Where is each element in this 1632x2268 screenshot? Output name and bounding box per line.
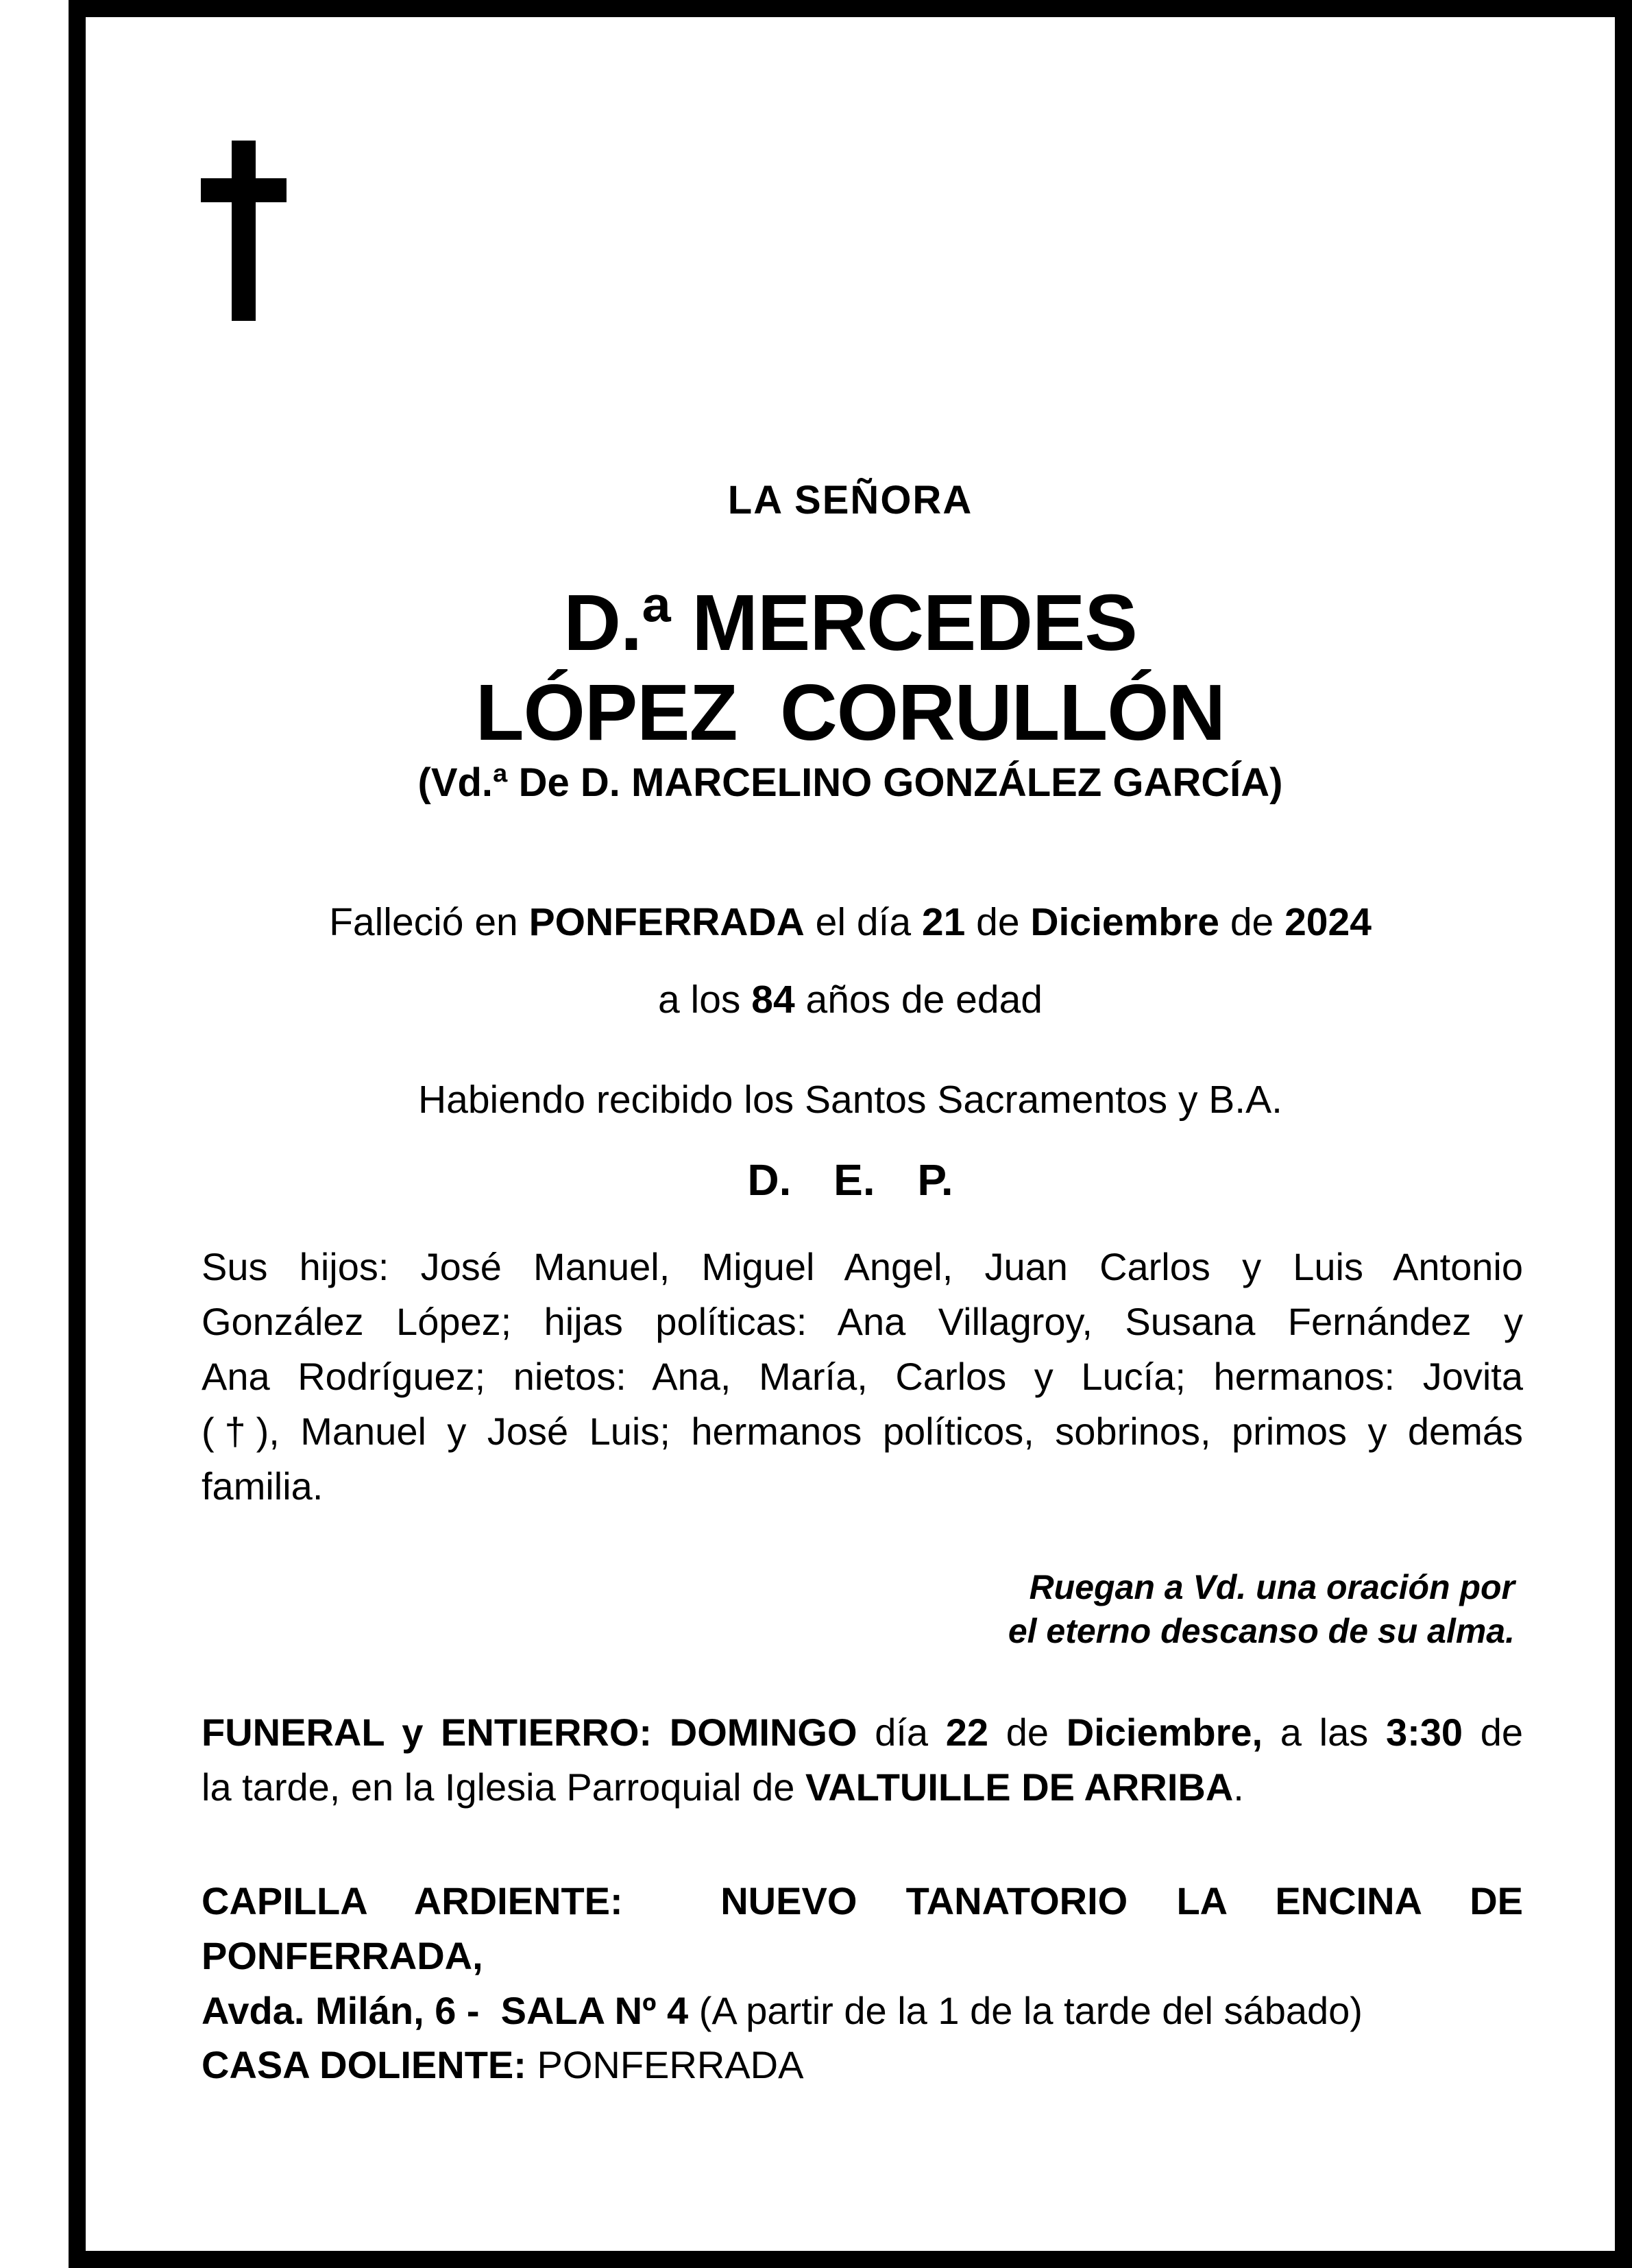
widow-of-line: (Vd.ª De D. MARCELINO GONZÁLEZ GARCÍA) xyxy=(417,760,1283,805)
latin-cross-icon xyxy=(201,141,287,321)
cross-vertical-bar xyxy=(232,141,256,321)
dep-line: D. E. P. xyxy=(747,1155,953,1205)
family-paragraph-line: (†), Manuel y José Luis; hermanos políticos, sobrinos, primos y demás xyxy=(202,1410,1523,1453)
funeral-notice-line: FUNERAL y ENTIERRO: DOMINGO día 22 de Diciembre, a las 3:30 de xyxy=(202,1711,1524,1754)
family-paragraph-line: familia. xyxy=(202,1464,324,1508)
death-place-date-line: Falleció en PONFERRADA el día 21 de Diciembre de 2024 xyxy=(329,900,1372,944)
casa-doliente-line xyxy=(202,2038,1523,2092)
age-line: a los 84 años de edad xyxy=(658,978,1043,1022)
family-paragraph-line: Sus hijos: José Manuel, Miguel Angel, Juan Carlos y Luis Antonio xyxy=(202,1245,1523,1288)
prayer-line: el eterno descanso de su alma. xyxy=(1008,1612,1515,1650)
cross-horizontal-bar xyxy=(201,178,287,202)
prayer-block xyxy=(202,1565,1515,1653)
family-paragraph-line: González López; hijas políticas: Ana Villagroy, Susana Fernández y xyxy=(202,1300,1523,1343)
sacraments-line: Habiendo recibido los Santos Sacramentos y B.A. xyxy=(417,1078,1282,1122)
prayer-line: Ruegan a Vd. una oración por xyxy=(1029,1568,1515,1606)
capilla-notice xyxy=(202,1874,1523,2038)
funeral-notice xyxy=(202,1705,1523,1815)
header-title: LA SEÑORA xyxy=(727,478,973,522)
capilla-notice-line: Avda. Milán, 6 - SALA Nº 4 (A partir de la 1 de la tarde del sábado) xyxy=(202,1989,1363,2032)
family-paragraph-line: Ana Rodríguez; nietos: Ana, María, Carlos y Lucía; hermanos: Jovita xyxy=(202,1355,1523,1398)
family-paragraph xyxy=(202,1240,1523,1514)
deceased-name-line1: D.ª MERCEDES xyxy=(563,578,1137,667)
deceased-name-line2: LÓPEZ CORULLÓN xyxy=(475,668,1226,757)
casa-doliente-text: CASA DOLIENTE: PONFERRADA xyxy=(202,2043,804,2086)
funeral-notice-line: la tarde, en la Iglesia Parroquial de VALTUILLE DE ARRIBA. xyxy=(202,1765,1244,1809)
capilla-notice-line: CAPILLA ARDIENTE: NUEVO TANATORIO LA ENCINA DE PONFERRADA, xyxy=(202,1879,1523,1977)
